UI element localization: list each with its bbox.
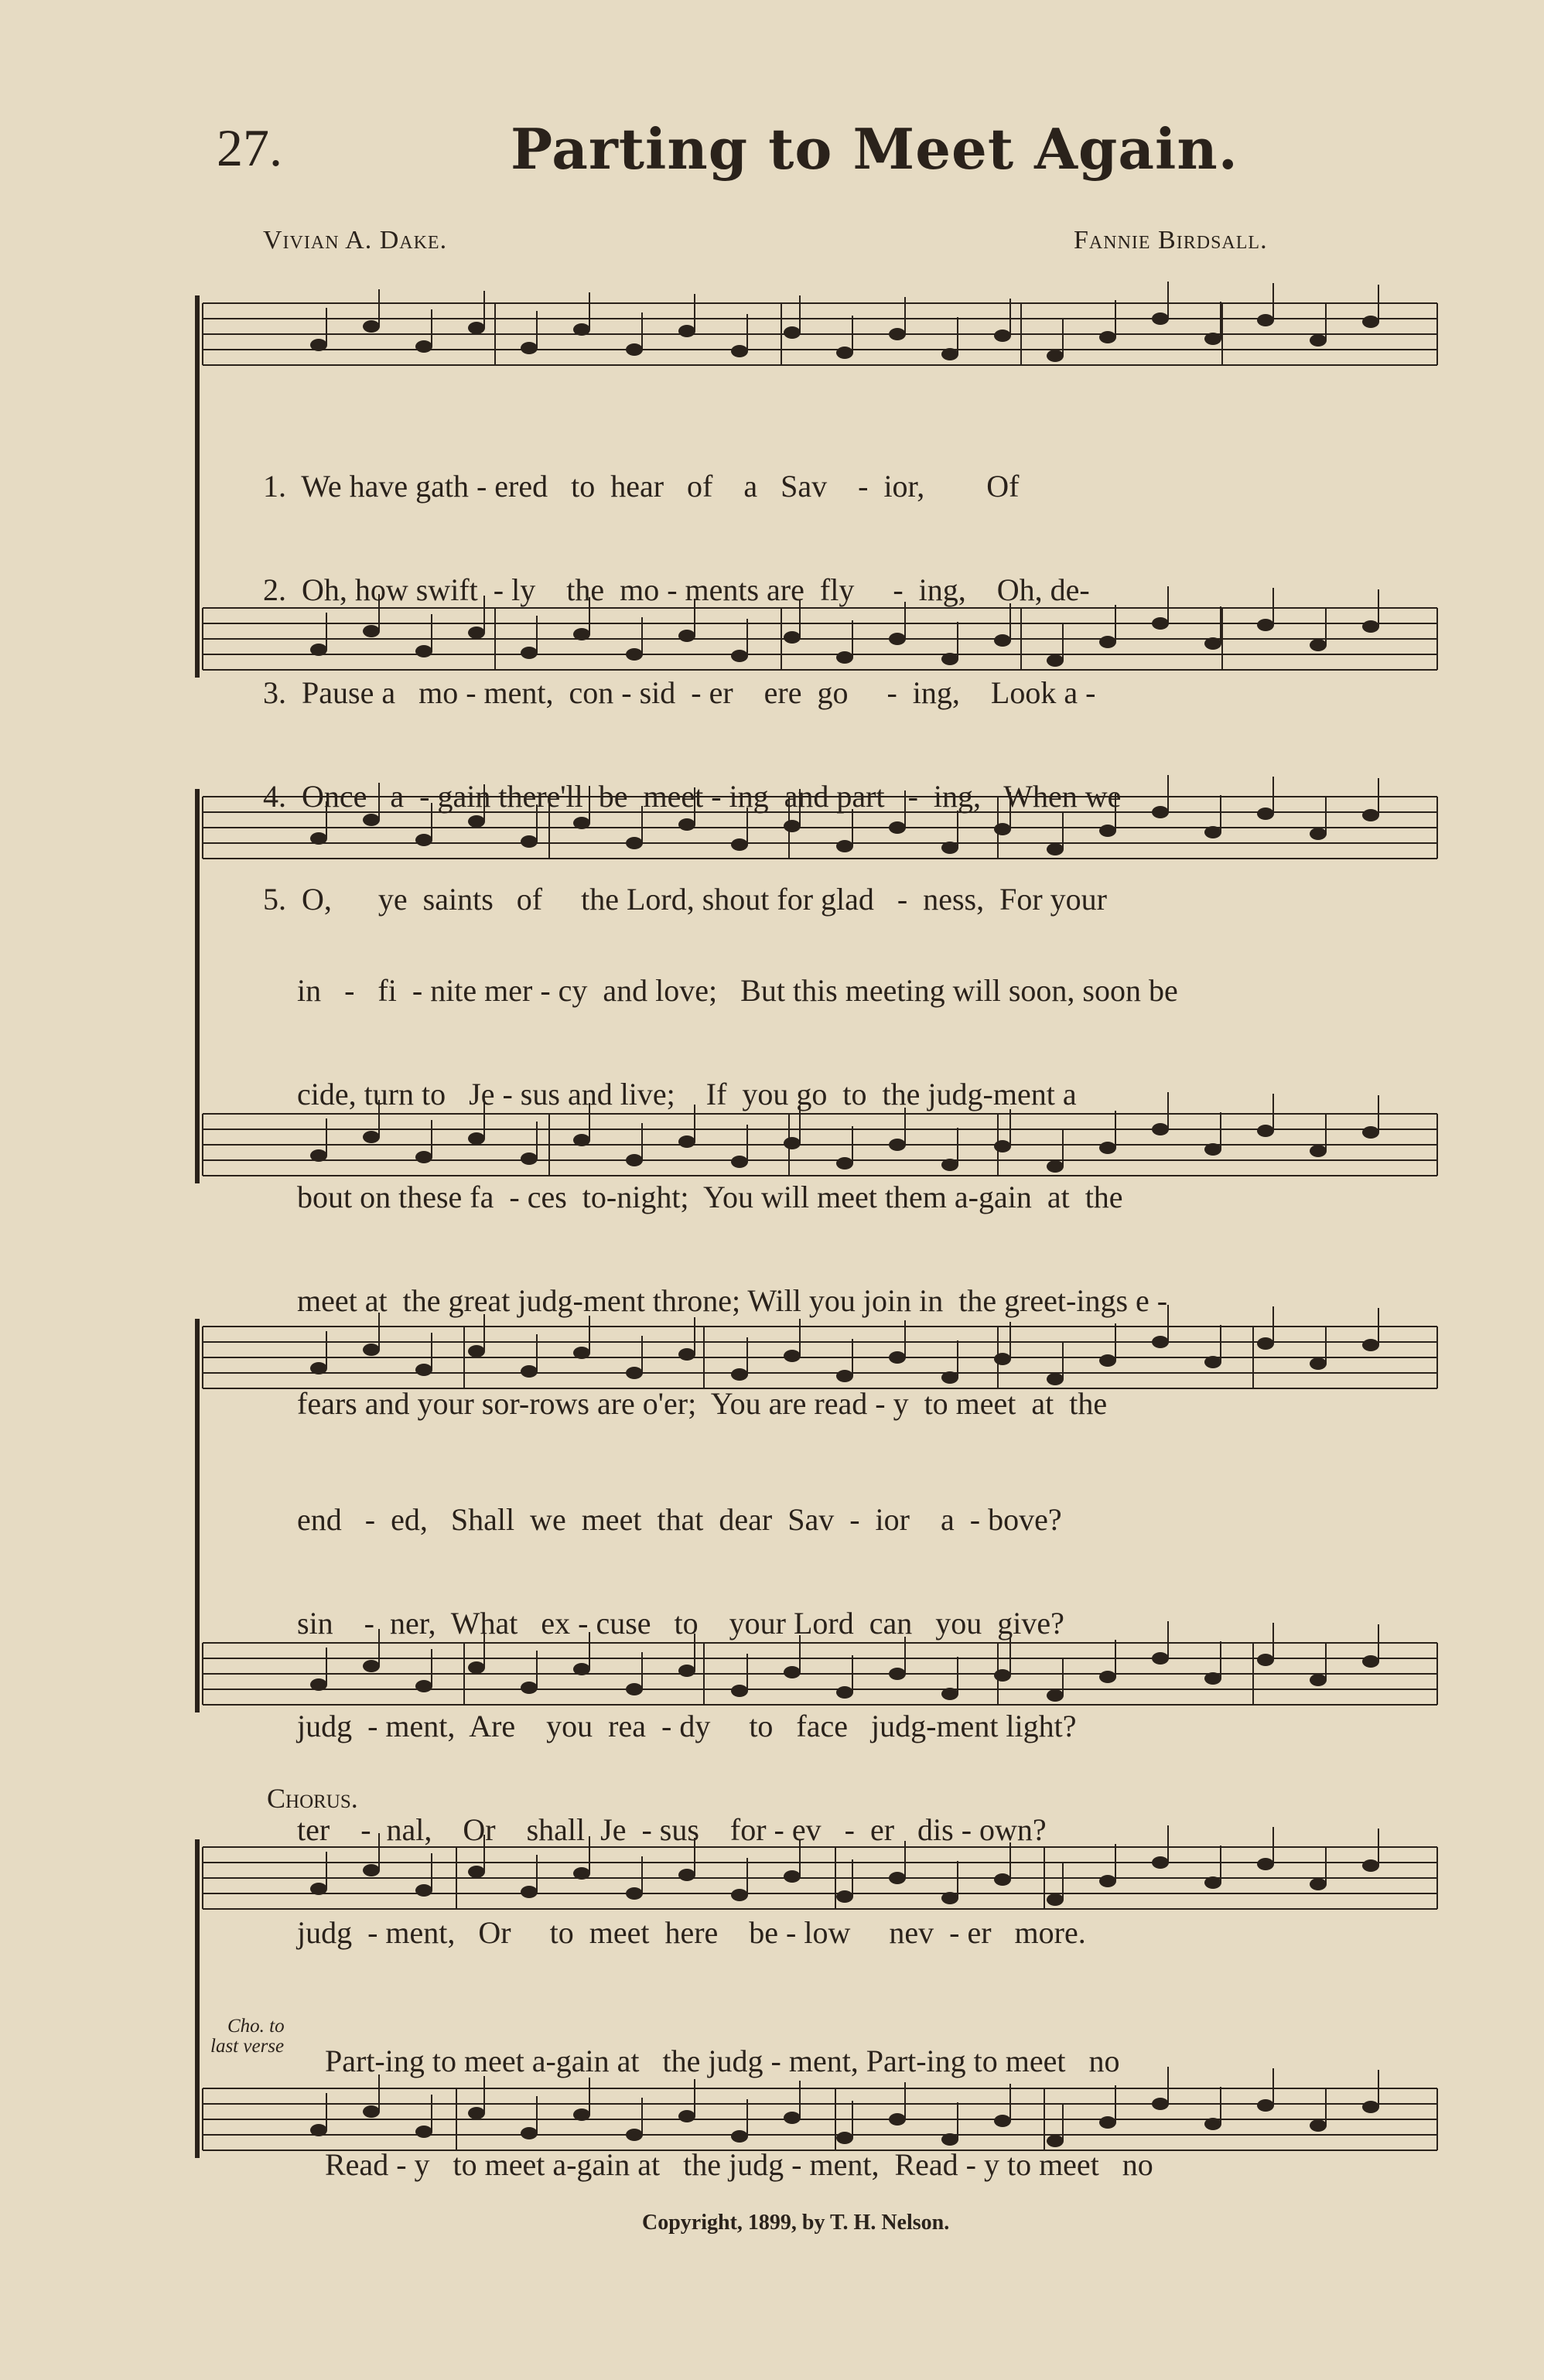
hymn-title: Parting to Meet Again. — [511, 116, 1238, 182]
chorus-last-verse-note: Cho. to last verse — [210, 2016, 285, 2057]
lyricist: Vivian A. Dake. — [263, 226, 448, 254]
verse-5-line: fears and your sor-rows are o'er; You are read - y to meet at the — [297, 1386, 1108, 1421]
verse-3-line: judg - ment, Are you rea - dy to face judg-ment light? — [297, 1709, 1077, 1743]
verse-2-line: cide, turn to Je - sus and live; If you go to the judg-ment a — [297, 1076, 1077, 1111]
copyright-notice: Copyright, 1899, by T. H. Nelson. — [642, 2211, 950, 2235]
system-2-lyrics — [297, 905, 1178, 1456]
composer: Fannie Birdsall. — [1074, 226, 1268, 254]
chorus-line-1: Part-ing to meet a-gain at the judg - ment, Part-ing to meet no — [325, 2044, 1120, 2078]
verse-3-line: 3. Pause a mo - ment, con - sid - er ere go - ing, Look a - — [263, 675, 1096, 710]
verse-1-line: end - ed, Shall we meet that dear Sav - ior a - bove? — [297, 1502, 1062, 1537]
verse-4-line: meet at the great judg-ment throne; Will you join in the greet-ings e - — [297, 1282, 1168, 1318]
verse-1-line: 1. We have gath - ered to hear of a Sav - ior, Of — [263, 469, 1020, 504]
verse-2-line: sin - ner, What ex - cuse to your Lord can you give? — [297, 1605, 1064, 1641]
verse-4-line: ter - nal, Or shall Je - sus for - ev - er dis - own? — [297, 1811, 1047, 1847]
system-1-lyrics — [263, 401, 1121, 951]
verse-1-line: in - fi - nite mer - cy and love; But this meeting will soon, soon be — [297, 973, 1178, 1008]
verse-2-line: 2. Oh, how swift - ly the mo - ments are fly - ing, Oh, de- — [263, 572, 1090, 607]
verse-5-line: 5. O, ye saints of the Lord, shout for glad - ness, For your — [263, 882, 1107, 917]
hymn-number: 27. — [217, 118, 282, 177]
verse-5-line: judg - ment, Or to meet here be - low nev - er more. — [297, 1915, 1086, 1950]
chorus-heading: Chorus. — [267, 1783, 358, 1814]
chorus-line-2: Read - y to meet a-gain at the judg - ment, Read - y to meet no — [325, 2146, 1153, 2182]
chorus-lyrics — [325, 1975, 1153, 2217]
verse-4-line: 4. Once a - gain there'll be meet - ing and part - ing, When we — [263, 778, 1122, 814]
system-3-lyrics — [297, 1434, 1086, 1985]
verse-3-line: bout on these fa - ces to-night; You will meet them a-gain at the — [297, 1180, 1123, 1214]
